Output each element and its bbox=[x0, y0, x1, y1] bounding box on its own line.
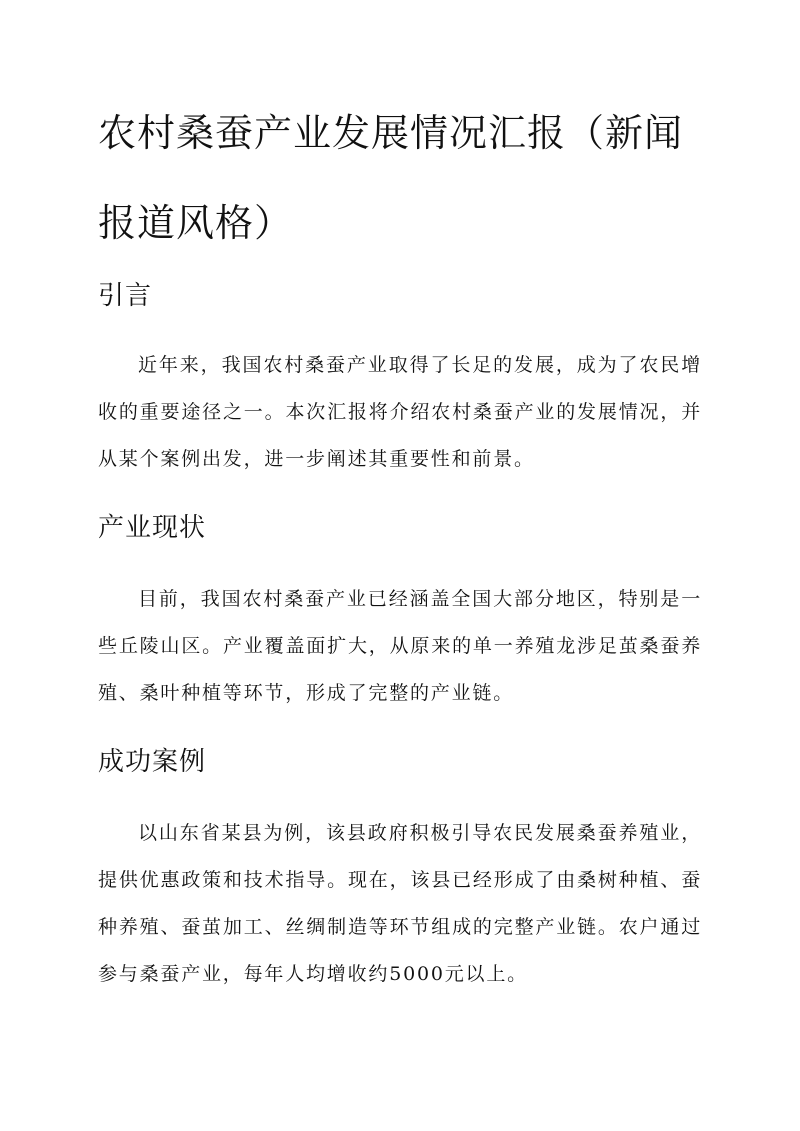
section-body-status: 目前，我国农村桑蚕产业已经涵盖全国大部分地区，特别是一些丘陵山区。产业覆盖面扩大，从原来的单一养殖龙涉足茧桑蚕养殖、桑叶种植等环节，形成了完整的产业链。 bbox=[98, 588, 702, 704]
document-title: 农村桑蚕产业发展情况汇报（新闻报道风格） bbox=[98, 111, 684, 245]
section-body-case: 以山东省某县为例，该县政府积极引导农民发展桑蚕养殖业，提供优惠政策和技术指导。现在，该县已经形成了由桑树种植、蚕种养殖、蚕茧加工、丝绸制造等环节组成的完整产业链。农户通过参与桑蚕产业，每年人均增收约5000元以上。 bbox=[98, 822, 702, 985]
section-heading-case: 成功案例 bbox=[98, 747, 207, 777]
section-heading-intro: 引言 bbox=[98, 281, 153, 311]
section-heading-status: 产业现状 bbox=[98, 513, 207, 543]
section-body-intro: 近年来，我国农村桑蚕产业取得了长足的发展，成为了农民增收的重要途径之一。本次汇报将介绍农村桑蚕产业的发展情况，并从某个案例出发，进一步阐述其重要性和前景。 bbox=[98, 354, 702, 470]
